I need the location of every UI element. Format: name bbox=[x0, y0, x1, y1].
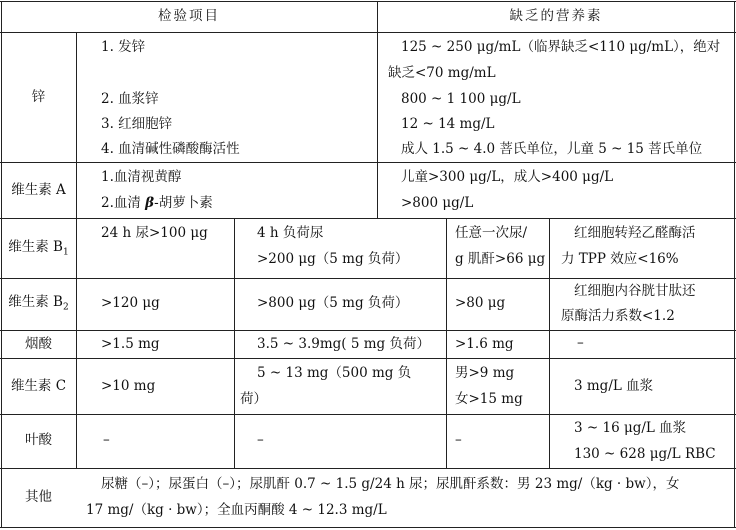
zinc-value-plasma: 800 ~ 1 100 μg/L bbox=[401, 91, 521, 107]
vitB2-gr-line1: 红细胞内谷胱甘肽还 bbox=[574, 283, 696, 299]
niacin-random: >1.6 mg bbox=[455, 336, 514, 352]
folate-label: 叶酸 bbox=[25, 432, 52, 448]
vitB2-load: >800 μg（5 mg 负荷） bbox=[257, 295, 409, 311]
vitC-plasma: 3 mg/L 血浆 bbox=[574, 378, 654, 394]
zinc-value-hair-line1: 125 ~ 250 μg/mL（临界缺乏<110 μg/mL），绝对 bbox=[401, 39, 721, 55]
row-divider bbox=[0, 162, 736, 163]
vitA-item-carotene: 2.血清 β-胡萝卜素 bbox=[101, 195, 213, 211]
vitB1-load-line1: 4 h 负荷尿 bbox=[257, 225, 324, 241]
vitB1-label: 维生素 $B_1$ bbox=[8, 239, 69, 258]
zinc-value-hair-line2: 缺乏<70 mg/mL bbox=[388, 65, 496, 81]
vitC-random-male: 男>9 mg bbox=[455, 365, 515, 381]
folate-24h-urine: – bbox=[103, 432, 110, 448]
vitB1-load-line2: >200 μg（5 mg 负荷） bbox=[257, 251, 409, 267]
row-divider bbox=[0, 414, 736, 415]
other-label: 其他 bbox=[25, 489, 52, 505]
vitC-random-female: 女>15 mg bbox=[455, 391, 523, 407]
col-divider-4 bbox=[549, 218, 550, 469]
vitB1-random-line1: 任意一次尿/ bbox=[455, 225, 528, 241]
vitB2-gr-line2: 原酶活力系数<1.2 bbox=[561, 308, 675, 324]
border-right bbox=[734, 1, 735, 528]
zinc-item-plasma: 2. 血浆锌 bbox=[101, 91, 159, 107]
niacin-load: 3.5 ~ 3.9mg( 5 mg 负荷） bbox=[257, 336, 430, 352]
other-line2: 17 mg/（kg · bw）；全血丙酮酸 4 ~ 12.3 mg/L bbox=[86, 502, 387, 518]
vitB1-24h-urine: 24 h 尿>100 μg bbox=[101, 225, 208, 241]
row-divider bbox=[0, 218, 736, 219]
niacin-label: 烟酸 bbox=[25, 336, 52, 352]
vitB1-tpp-line2: 力 TPP 效应<16% bbox=[561, 251, 679, 267]
vitC-label: 维生素 C bbox=[10, 378, 67, 394]
zinc-label: 锌 bbox=[31, 89, 46, 105]
folate-rbc: 130 ~ 628 μg/L RBC bbox=[574, 446, 716, 462]
vitC-load-line1: 5 ~ 13 mg（500 mg 负 bbox=[257, 365, 412, 381]
vitC-load-line2: 荷） bbox=[240, 391, 267, 407]
border-left bbox=[1, 1, 2, 528]
vitB1-random-line2: g 肌酐>66 μg bbox=[455, 251, 546, 267]
folate-random: – bbox=[455, 432, 462, 448]
row-divider bbox=[0, 468, 736, 469]
vitB2-random: >80 μg bbox=[455, 295, 506, 311]
col-divider-label bbox=[76, 32, 77, 469]
zinc-value-rbc: 12 ~ 14 mg/L bbox=[401, 116, 495, 132]
vitC-24h-urine: >10 mg bbox=[101, 378, 156, 394]
zinc-item-hair: 1. 发锌 bbox=[101, 39, 146, 55]
header-test-items: 检验项目 bbox=[158, 8, 220, 24]
vitA-value-retinol: 儿童>300 μg/L，成人>400 μg/L bbox=[401, 169, 614, 185]
vitA-item-retinol: 1.血清视黄醇 bbox=[101, 169, 182, 185]
niacin-24h-urine: >1.5 mg bbox=[101, 336, 160, 352]
row-divider bbox=[0, 330, 736, 331]
zinc-item-rbc: 3. 红细胞锌 bbox=[101, 116, 173, 132]
row-divider bbox=[0, 32, 736, 33]
vitB1-tpp-line1: 红细胞转羟乙醛酶活 bbox=[574, 225, 696, 241]
vitA-value-carotene: >800 μg/L bbox=[401, 195, 474, 211]
border-bottom bbox=[0, 527, 736, 528]
zinc-value-alp: 成人 1.5 ~ 4.0 菩氏单位，儿童 5 ~ 15 菩氏单位 bbox=[401, 141, 703, 157]
niacin-enzyme: – bbox=[577, 335, 584, 351]
row-divider bbox=[0, 278, 736, 279]
border-top bbox=[0, 1, 736, 2]
row-divider bbox=[0, 358, 736, 359]
col-divider-2 bbox=[234, 218, 235, 469]
col-divider-header bbox=[377, 1, 378, 219]
col-divider-3 bbox=[446, 218, 447, 469]
header-nutrient: 缺乏的营养素 bbox=[509, 8, 603, 24]
vitB2-label: 维生素 $B_2$ bbox=[8, 294, 69, 313]
vitA-label: 维生素 A bbox=[11, 182, 66, 198]
vitB2-24h-urine: >120 μg bbox=[101, 295, 160, 311]
zinc-item-alp: 4. 血清碱性磷酸酶活性 bbox=[101, 141, 240, 157]
folate-load: – bbox=[257, 432, 264, 448]
other-line1: 尿糖（–）；尿蛋白（–）；尿肌酐 0.7 ~ 1.5 g/24 h 尿；尿肌酐系数：男 23 mg/（kg · bw），女 bbox=[101, 476, 680, 492]
folate-plasma: 3 ~ 16 μg/L 血浆 bbox=[574, 420, 687, 436]
